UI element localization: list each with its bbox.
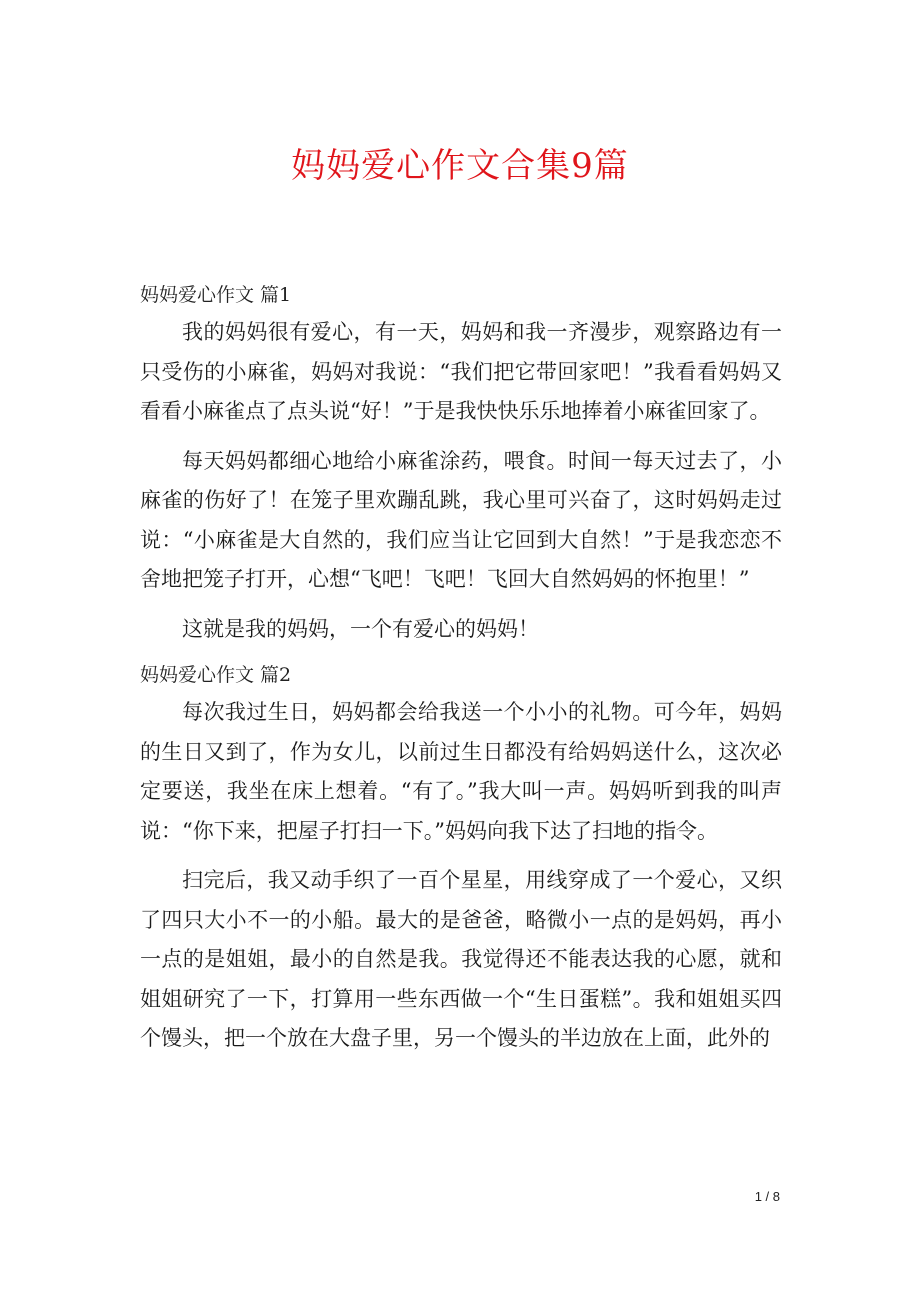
paragraph: 这就是我的妈妈，一个有爱心的妈妈！ xyxy=(182,616,539,641)
document-title: 妈妈爱心作文合集9篇 xyxy=(291,146,629,186)
paragraph: 扫完后，我又动手织了一百个星星，用线穿成了一个爱心，又织了四只大小不一的小船。最大的是爸爸，略微小一点的是妈妈，再小一点的是姐姐，最小的自然是我。我觉得还不能表达我的心愿，就和姐姐研究了一下，打算用一些东西做一个“生日蛋糕”。我和姐姐买四个馒头，把一个放在大盘子里，另一个馒头的半边放在上面，此外的 xyxy=(140,868,782,1050)
paragraph: 我的妈妈很有爱心，有一天，妈妈和我一齐漫步，观察路边有一只受伤的小麻雀，妈妈对我说：“我们把它带回家吧！”我看看妈妈又看看小麻雀点了点头说“好！”于是我快快乐乐地捧着小麻雀回家了。 xyxy=(140,320,782,423)
document-body xyxy=(140,277,782,1069)
section-heading-2: 妈妈爱心作文 篇2 xyxy=(140,664,292,686)
section-heading-1: 妈妈爱心作文 篇1 xyxy=(140,284,292,306)
paragraph: 每次我过生日，妈妈都会给我送一个小小的礼物。可今年，妈妈的生日又到了，作为女儿，以前过生日都没有给妈妈送什么，这次必定要送，我坐在床上想着。“有了。”我大叫一声。妈妈听到我的叫声说：“你下来，把屋子打扫一下。”妈妈向我下达了扫地的指令。 xyxy=(140,700,782,843)
paragraph: 每天妈妈都细心地给小麻雀涂药，喂食。时间一每天过去了，小麻雀的伤好了！在笼子里欢蹦乱跳，我心里可兴奋了，这时妈妈走过说：“小麻雀是大自然的，我们应当让它回到大自然！”于是我恋恋不舍地把笼子打开，心想“飞吧！飞吧！飞回大自然妈妈的怀抱里！” xyxy=(140,448,782,591)
page-number: 1 / 8 xyxy=(754,1189,780,1204)
